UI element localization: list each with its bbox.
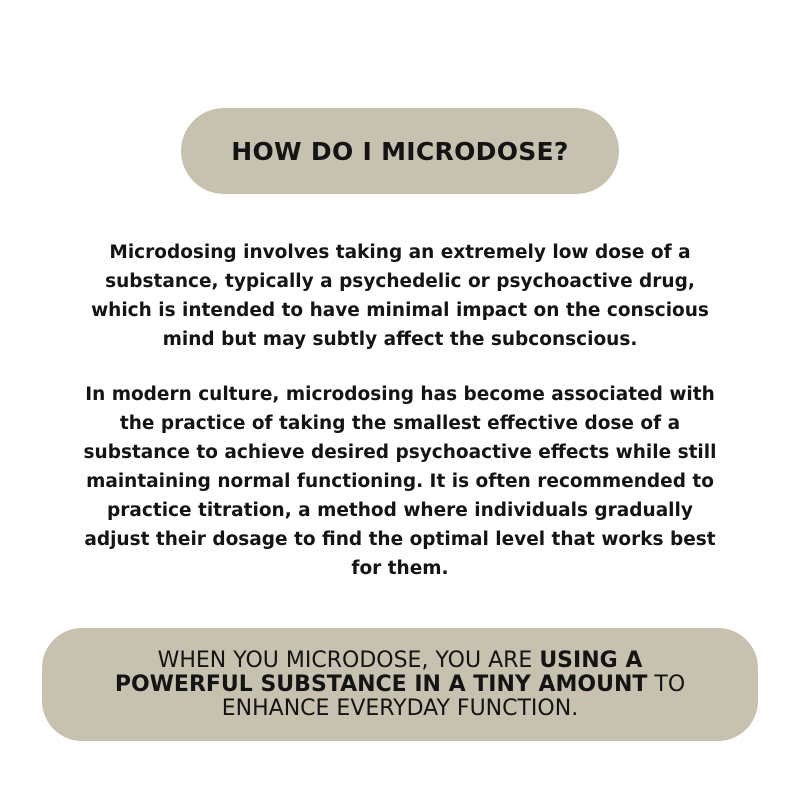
paragraph-line: the practice of taking the smallest effective dose of a <box>119 413 681 434</box>
paragraph-line: which is intended to have minimal impact on the conscious <box>91 300 709 321</box>
callout-line-3 <box>115 697 685 721</box>
paragraph-line: substance, typically a psychedelic or psychoactive drug, <box>105 271 695 292</box>
page-title: HOW DO I MICRODOSE? <box>231 136 569 166</box>
title-banner <box>181 108 619 194</box>
callout-text <box>115 649 685 721</box>
paragraph-line: Microdosing involves taking an extremely low dose of a <box>109 242 691 263</box>
paragraph-line: maintaining normal functioning. It is often recommended to <box>86 471 714 492</box>
paragraph-line: substance to achieve desired psychoactive effects while still <box>83 442 717 463</box>
culture-paragraph <box>28 380 772 583</box>
intro-paragraph <box>28 238 772 354</box>
callout-regular-text: TO <box>647 671 686 697</box>
paragraph-line: adjust their dosage to find the optimal level that works best <box>84 529 716 550</box>
callout-regular-text: WHEN YOU MICRODOSE, YOU ARE <box>157 647 540 673</box>
paragraph-line: mind but may subtly affect the subconscious. <box>162 329 638 350</box>
callout-line-1 <box>115 649 685 673</box>
paragraph-line: for them. <box>351 558 449 579</box>
paragraph-line: In modern culture, microdosing has become associated with <box>85 384 715 405</box>
callout-line-2 <box>115 673 685 697</box>
callout-emphasis-text: USING A <box>539 647 643 673</box>
callout-banner <box>42 628 758 741</box>
paragraph-line: practice titration, a method where individuals gradually <box>107 500 693 521</box>
callout-regular-text: ENHANCE EVERYDAY FUNCTION. <box>221 695 579 721</box>
callout-emphasis-text: POWERFUL SUBSTANCE IN A TINY AMOUNT <box>114 671 648 697</box>
